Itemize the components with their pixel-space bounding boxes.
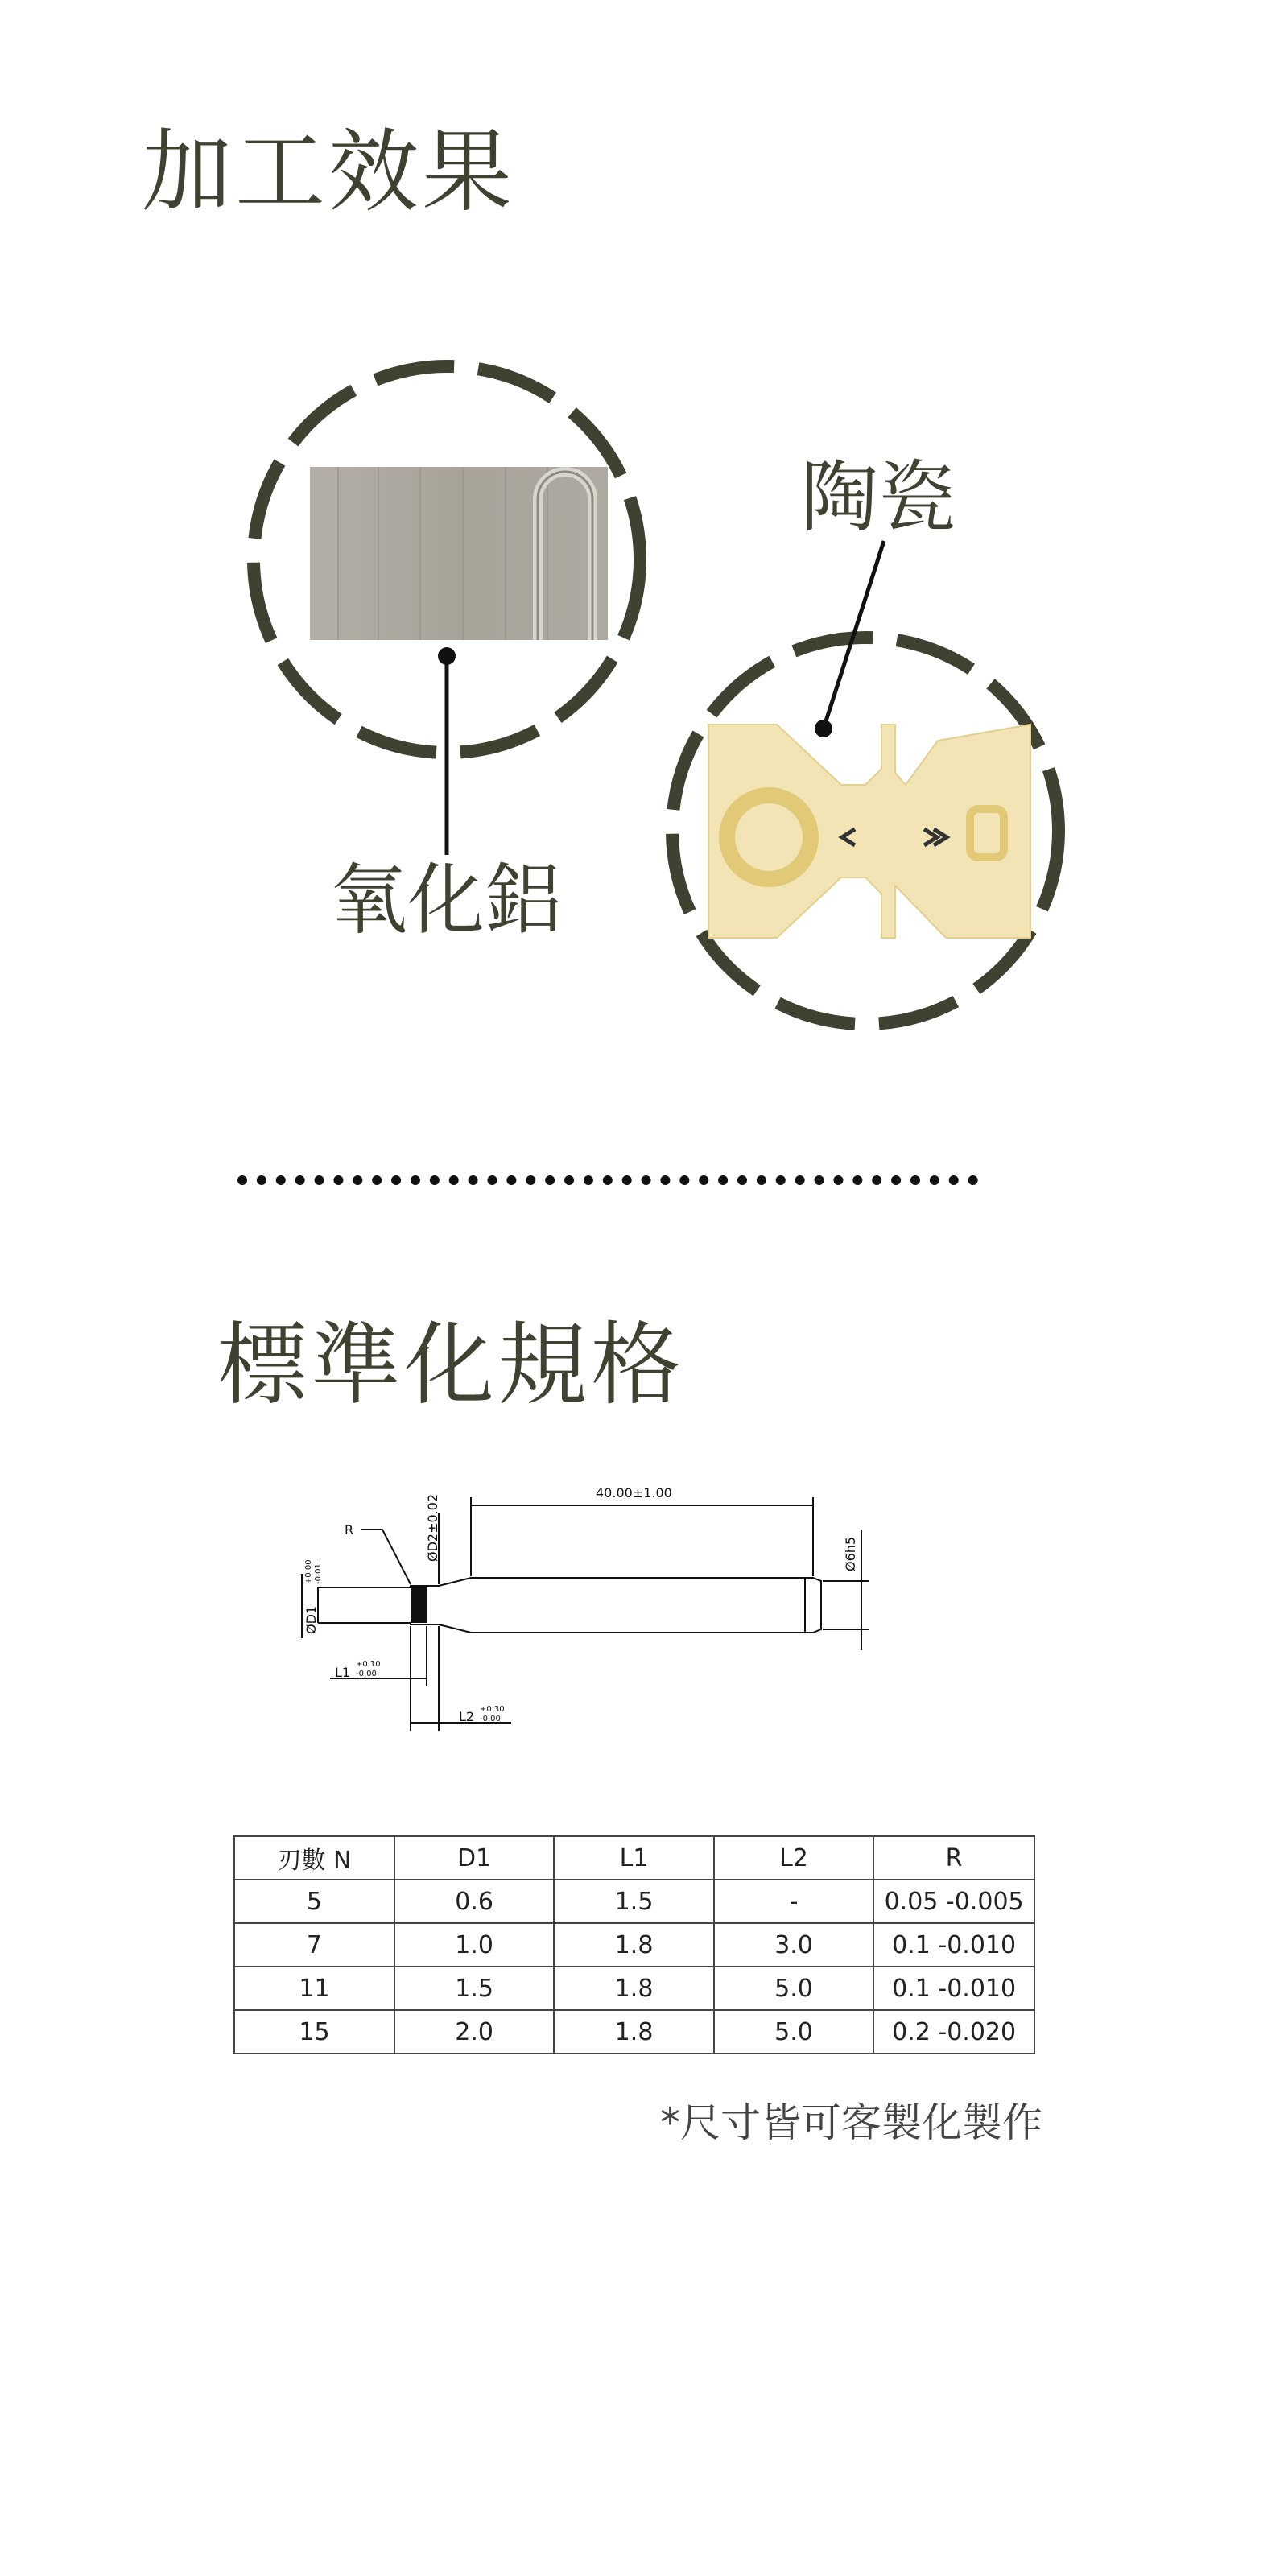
table-row [234,1967,1034,2010]
ceramic-leader-dot [815,720,832,737]
alumina-sample-image [310,467,608,640]
cell-r: 0.1 -0.010 [873,1923,1034,1967]
dim-d1: ØD1 [303,1605,319,1634]
dim-l1-tol-minus: -0.00 [356,1670,377,1678]
dim-d1-tol-minus: -0.01 [314,1563,323,1584]
label-ceramic: 陶瓷 [801,452,956,543]
cell-r: 0.2 -0.020 [873,2010,1034,2054]
cell-r: 0.05 -0.005 [873,1880,1034,1923]
tool-outline [318,1578,821,1633]
cutting-edge-mark [411,1587,427,1623]
cell-n: 5 [234,1880,394,1923]
cell-l1: 1.8 [554,1923,713,1967]
cell-l2: - [714,1880,873,1923]
cell-l1: 1.5 [554,1880,713,1923]
ceramic-sample-image [708,724,1030,938]
cell-n: 15 [234,2010,394,2054]
cell-r: 0.1 -0.010 [873,1967,1034,2010]
cell-d1: 1.0 [394,1923,554,1967]
dim-r: R [345,1522,354,1538]
dim-l1: L1 [335,1665,351,1680]
dim-shank: Ø6h5 [843,1536,858,1571]
table-row [234,2010,1034,2054]
table-row [234,1880,1034,1923]
section-title-processing-effect: 加工效果 [142,120,515,225]
col-header-r: R [873,1836,1034,1880]
cell-n: 7 [234,1923,394,1967]
dim-l2-tol-minus: -0.00 [480,1715,501,1724]
cell-l2: 5.0 [714,2010,873,2054]
label-alumina: 氧化鋁 [330,855,562,945]
col-header-l1: L1 [554,1836,713,1880]
cell-l1: 1.8 [554,2010,713,2054]
table-row [234,1923,1034,1967]
customization-note: *尺寸皆可客製化製作 [660,2099,1042,2146]
dim-d2: ØD2±0.02 [425,1493,440,1562]
dim-l1-tol-plus: +0.10 [356,1660,381,1669]
cell-l2: 5.0 [714,1967,873,2010]
dim-l2-tol-plus: +0.30 [480,1705,505,1714]
cell-l2: 3.0 [714,1923,873,1967]
col-header-d1: D1 [394,1836,554,1880]
section-title-standard-specs: 標準化規格 [217,1313,684,1418]
col-header-n: 刃數 N [234,1836,394,1880]
cell-n: 11 [234,1967,394,2010]
cell-d1: 0.6 [394,1880,554,1923]
spec-table [233,1835,1035,2054]
cell-l1: 1.8 [554,1967,713,2010]
dim-overall-length: 40.00±1.00 [596,1485,672,1501]
cell-d1: 2.0 [394,2010,554,2054]
col-header-l2: L2 [714,1836,873,1880]
section-divider [237,1175,978,1185]
material-samples-illustration [0,322,1288,1079]
dim-d1-tol-plus: +0.00 [304,1559,313,1584]
dim-l2: L2 [459,1709,475,1724]
cell-d1: 1.5 [394,1967,554,2010]
tool-dimension-drawing [290,1481,902,1755]
table-header-row [234,1836,1034,1880]
